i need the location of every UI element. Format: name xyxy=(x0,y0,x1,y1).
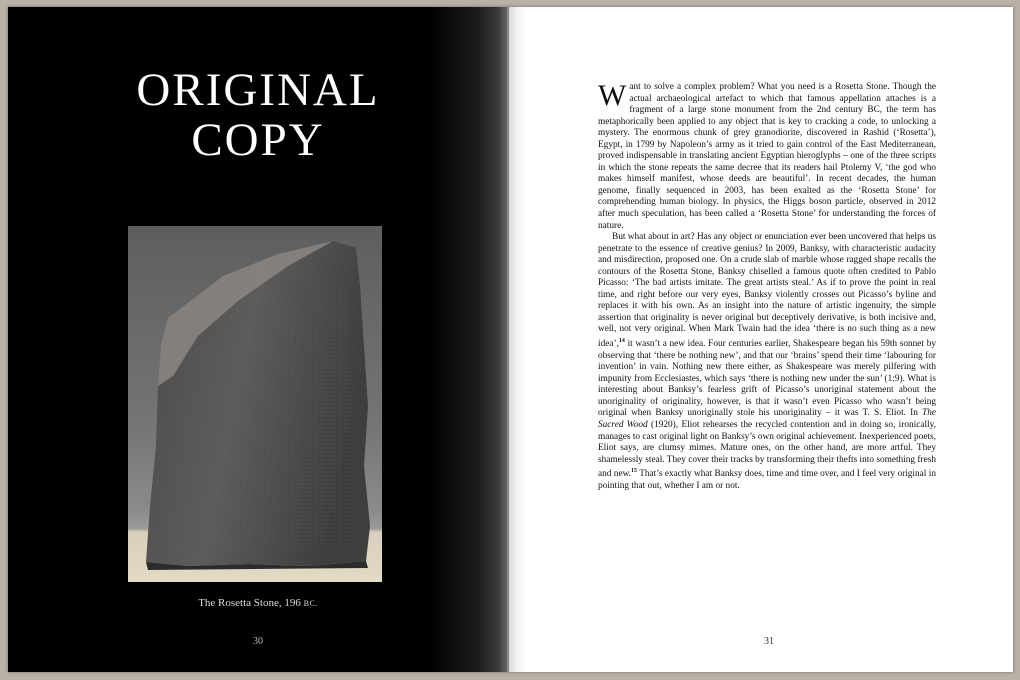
paragraph-1-text: ant to solve a complex problem? What you need is a Rosetta Stone. Though the actual archaeological artefact to which that famous appellation attaches is a fragment of a large stone monument from the 2nd century BC, the term has metaphorically been applied to any object that is key to cracking a code, to unlocking a mystery. The enormous chunk of grey granodiorite, discovered in Rashid (‘Rosetta’), Egypt, in 1799 by Napoleon’s army as it tried to gain control of the East Mediterranean, proved indispensable in translating ancient Egyptian hieroglyphs – one of the three scripts in which the stone repeats the same decree that its readers hail Ptolemy V, ‘the god who makes himself manifest, whose deeds are beautiful’. In recent decades, the human genome, finally sequenced in 2003, has been exalted as the ‘Rosetta Stone’ for comprehending human biology. In physics, the Higgs boson particle, observed in 2012 after much speculation, has been called a ‘Rosetta Stone’ for understanding the forces of nature. xyxy=(598,82,936,231)
paragraph-2-part-a: But what about in art? Has any object or enunciation ever been uncovered that helps us penetrate to the essence of creative genius? In 2009, Banksy, with characteristic audacity and misdirection, proposed one. On a crude slab of marble whose ragged shape recalls the contours of the Rosetta Stone, Banksy chiselled a famous quote often credited to Pablo Picasso: ‘The bad artists imitate. The great artists steal.’ As if to prove the point in real time, and right before our very eyes, Banksy violently crosses out Picasso’s byline and replaces it with his own. As an insight into the nature of artistic ingenuity, the simple assertion that originality is never original but deceptively derivative, is both incisive and, well, not very original. When Mark Twain had the idea ‘there is no such thing as a new idea’, xyxy=(598,232,936,350)
book-title: The Sacred Wood xyxy=(598,408,936,430)
caption-text: The Rosetta Stone, 196 xyxy=(198,597,304,609)
photo-caption xyxy=(68,597,448,609)
footnote-ref-15: 15 xyxy=(631,468,638,475)
paragraph-2 xyxy=(598,232,936,492)
paragraph-2-part-b: it wasn’t a new idea. Four centuries earlier, Shakespeare began his 59th sonnet by observing that ‘there be nothing new’, and that our ‘brains’ spend their time ‘labouring for invention’ in vain. Nothing new there either, as Shakespeare was merely pilfering with impunity from Ecclesiastes, which says ‘there is nothing new under the sun’ (1:9). What is interesting about Banksy’s fearless grift of Picasso’s unoriginal statement about the unoriginality of originality, however, is that it wasn’t even Picasso who wasn’t being original when Banksy unoriginally stole his unoriginality – it was T. S. Eliot. In xyxy=(598,339,936,419)
drop-cap: W xyxy=(598,79,627,112)
page-number-right: 31 xyxy=(764,636,774,647)
page-number-left: 30 xyxy=(253,636,263,647)
paragraph-2-part-c: (1920), Eliot rehearses the recycled contention and in doing so, ironically, manages to cast original light on Banksy’s own original achievement. Inexperienced poets, Eliot says, are clumsy mimes. Mature ones, on the other hand, are more artful. They shamelessly steal. They cover their tracks by transforming their thefts into something fresh and new. xyxy=(598,419,936,480)
chapter-title-line-2: COPY xyxy=(191,114,325,166)
rosetta-stone-photo xyxy=(128,226,382,582)
left-page xyxy=(8,7,508,672)
paragraph-2-part-d: That’s exactly what Banksy does, time and time over, and I feel very original in pointing that out, whether I am or not. xyxy=(598,469,936,491)
book-spread xyxy=(8,7,1013,672)
right-page xyxy=(509,7,1013,672)
chapter-title xyxy=(68,65,448,165)
chapter-title-line-1: ORIGINAL xyxy=(136,64,380,116)
paragraph-1 xyxy=(598,79,936,232)
body-text xyxy=(598,79,936,492)
caption-era: BC. xyxy=(303,599,318,608)
footnote-ref-14: 14 xyxy=(618,338,625,345)
